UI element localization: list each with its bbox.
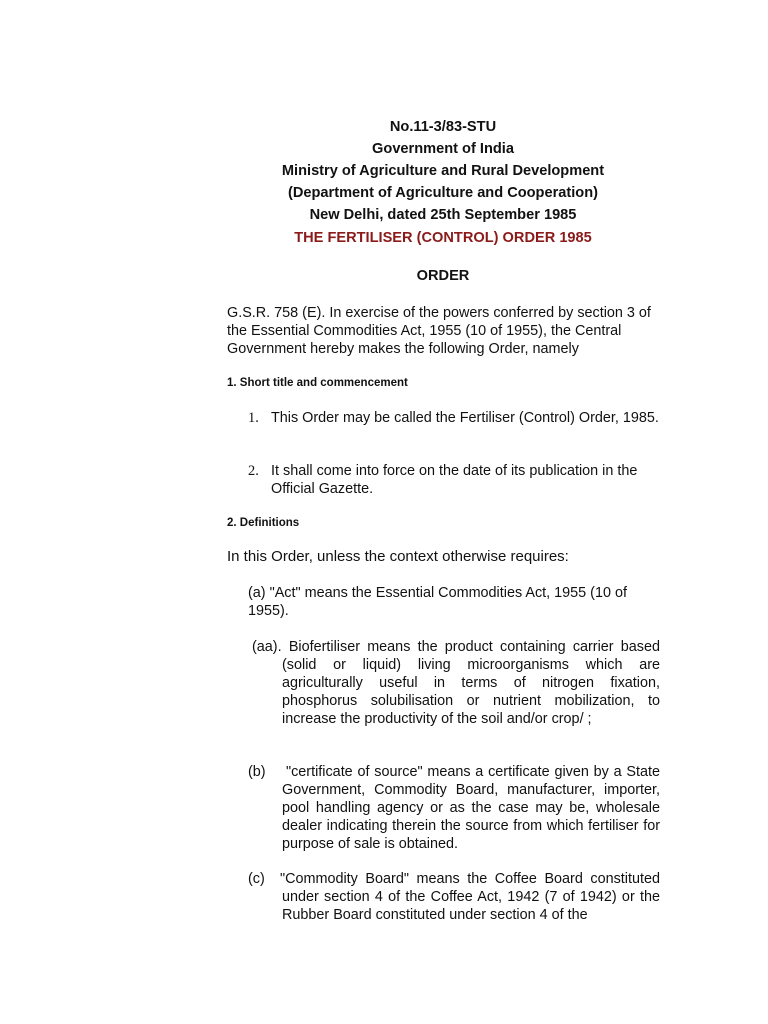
list-item-number: 1. [248, 410, 259, 426]
order-heading: ORDER [416, 268, 470, 284]
definition-b [248, 763, 660, 853]
list-item-text: This Order may be called the Fertiliser (Control) Order, 1985. [271, 410, 659, 426]
definition-label: (c) [248, 871, 265, 887]
definitions-intro: In this Order, unless the context otherwise requires: [227, 548, 569, 565]
government-name: Government of India [372, 141, 514, 157]
list-item-number: 2. [248, 463, 259, 479]
definition-aa [252, 638, 660, 728]
definition-text: "certificate of source" means a certificate given by a State Government, Commodity Board, manufacturer, importer, pool handling agency or as the case may be, wholesale dealer indicating therein the source from which fertiliser for purpose of sale is obtained. [282, 764, 660, 852]
definition-text: "Act" means the Essential Commodities Act, 1955 (10 of 1955). [248, 585, 627, 619]
definition-text: Biofertiliser means the product containing carrier based (solid or liquid) living microorganisms which are agriculturally useful in terms of nitrogen fixation, phosphorus solubilisation or nutrient mobilization, to increase the productivity of the soil and/or crop/ ; [282, 639, 661, 727]
list-item-text: It shall come into force on the date of its publication in the Official Gazette. [271, 463, 638, 497]
section-heading-short-title: 1. Short title and commencement [227, 377, 408, 389]
reference-number: No.11-3/83-STU [389, 119, 497, 135]
list-item [248, 409, 668, 449]
definition-c [248, 870, 660, 924]
ministry-name: Ministry of Agriculture and Rural Development [281, 163, 605, 179]
definition-label: (a) [248, 585, 266, 601]
order-title: THE FERTILISER (CONTROL) ORDER 1985 [294, 230, 592, 246]
definition-label: (aa). [252, 639, 282, 655]
section-heading-definitions: 2. Definitions [227, 517, 300, 529]
list-item [248, 462, 668, 502]
definition-a [248, 584, 660, 620]
preamble-paragraph: G.S.R. 758 (E). In exercise of the powers conferred by section 3 of the Essential Commodities Act, 1955 (10 of 1955), the Central Government hereby makes the following Order, namely [227, 305, 651, 357]
definition-text: "Commodity Board" means the Coffee Board constituted under section 4 of the Coffee Act, 1942 (7 of 1942) or the Rubber Board constituted under section 4 of the [280, 871, 660, 923]
definition-label: (b) [248, 764, 266, 780]
department-name: (Department of Agriculture and Cooperation) [288, 185, 598, 201]
place-and-date: New Delhi, dated 25th September 1985 [309, 207, 577, 223]
